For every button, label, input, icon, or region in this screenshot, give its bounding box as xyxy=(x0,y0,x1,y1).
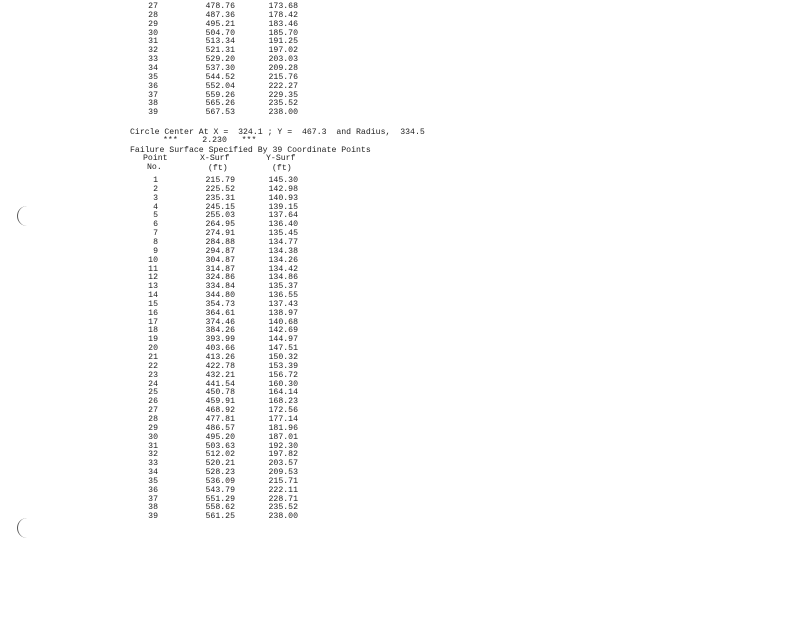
x-coordinate: 559.26 xyxy=(205,90,235,100)
x-coordinate: 495.21 xyxy=(205,19,235,29)
point-number: 37 xyxy=(148,494,158,504)
y-coordinate: 142.69 xyxy=(268,326,298,336)
y-coordinate: 156.72 xyxy=(268,370,298,380)
y-coordinate: 135.45 xyxy=(268,229,298,239)
point-number: 30 xyxy=(148,432,158,442)
x-coordinate: 552.04 xyxy=(205,81,235,91)
y-coordinate: 138.97 xyxy=(268,308,298,318)
point-number: 35 xyxy=(148,72,158,82)
x-coordinate: 364.61 xyxy=(205,308,235,318)
point-number: 31 xyxy=(148,37,158,47)
x-coordinate: 304.87 xyxy=(205,255,235,265)
y-coordinate: 134.86 xyxy=(268,273,298,283)
y-coordinate: 229.35 xyxy=(268,90,298,100)
point-number: 4 xyxy=(153,202,158,212)
point-number: 9 xyxy=(153,246,158,256)
x-coordinate: 529.20 xyxy=(205,55,235,65)
x-coordinate: 374.46 xyxy=(205,317,235,327)
x-coordinate: 274.91 xyxy=(205,229,235,239)
header-unit-y: (ft) xyxy=(272,164,292,173)
binder-hole-mark xyxy=(17,206,30,226)
y-coordinate: 238.00 xyxy=(268,108,298,118)
binder-hole-mark xyxy=(17,518,30,538)
x-coordinate: 567.53 xyxy=(205,108,235,118)
y-coordinate: 168.23 xyxy=(268,397,298,407)
point-number: 3 xyxy=(153,193,158,203)
x-coordinate: 528.23 xyxy=(205,468,235,478)
y-coordinate: 209.28 xyxy=(268,63,298,73)
x-coordinate: 520.21 xyxy=(205,459,235,469)
point-number: 37 xyxy=(148,90,158,100)
factor-of-safety-line: *** 2.230 *** xyxy=(163,136,257,145)
y-coordinate: 183.46 xyxy=(268,19,298,29)
point-number: 14 xyxy=(148,291,158,301)
x-coordinate: 344.80 xyxy=(205,291,235,301)
x-coordinate: 537.30 xyxy=(205,63,235,73)
x-coordinate: 324.86 xyxy=(205,273,235,283)
x-coordinate: 468.92 xyxy=(205,406,235,416)
y-coordinate: 215.71 xyxy=(268,476,298,486)
x-coordinate: 495.20 xyxy=(205,432,235,442)
x-coordinate: 354.73 xyxy=(205,299,235,309)
y-coordinate: 185.70 xyxy=(268,28,298,38)
point-number: 24 xyxy=(148,379,158,389)
point-number: 12 xyxy=(148,273,158,283)
point-number: 28 xyxy=(148,414,158,424)
point-number: 33 xyxy=(148,459,158,469)
x-coordinate: 413.26 xyxy=(205,353,235,362)
y-coordinate: 135.37 xyxy=(268,282,298,292)
y-coordinate: 160.30 xyxy=(268,379,298,389)
point-number: 26 xyxy=(148,397,158,407)
y-coordinate: 145.30 xyxy=(268,176,298,185)
y-coordinate: 136.55 xyxy=(268,291,298,301)
y-coordinate: 150.32 xyxy=(268,353,298,362)
x-coordinate: 403.66 xyxy=(205,344,235,354)
y-coordinate: 209.53 xyxy=(268,468,298,478)
point-number: 11 xyxy=(148,264,158,274)
y-coordinate: 164.14 xyxy=(268,388,298,398)
y-coordinate: 228.71 xyxy=(268,494,298,504)
point-number: 34 xyxy=(148,468,158,478)
y-coordinate: 142.98 xyxy=(268,184,298,194)
point-number: 33 xyxy=(148,55,158,65)
y-coordinate: 181.96 xyxy=(268,423,298,433)
point-number: 38 xyxy=(148,503,158,513)
point-number: 25 xyxy=(148,388,158,398)
point-number: 30 xyxy=(148,28,158,38)
x-coordinate: 512.02 xyxy=(205,450,235,460)
y-coordinate: 140.68 xyxy=(268,317,298,327)
point-number: 34 xyxy=(148,63,158,73)
y-coordinate: 235.52 xyxy=(268,99,298,109)
point-number: 15 xyxy=(148,299,158,309)
point-number: 20 xyxy=(148,344,158,354)
point-number: 28 xyxy=(148,10,158,20)
point-number: 17 xyxy=(148,317,158,327)
x-coordinate: 513.34 xyxy=(205,37,235,47)
point-number: 39 xyxy=(148,108,158,118)
y-coordinate: 139.15 xyxy=(268,202,298,212)
x-coordinate: 487.36 xyxy=(205,10,235,20)
x-coordinate: 544.52 xyxy=(205,72,235,82)
header-xsurf: X-Surf xyxy=(200,154,230,163)
point-number: 29 xyxy=(148,423,158,433)
header-point: Point xyxy=(143,154,168,163)
point-number: 35 xyxy=(148,476,158,486)
point-number: 8 xyxy=(153,237,158,247)
y-coordinate: 238.00 xyxy=(268,512,298,522)
x-coordinate: 422.78 xyxy=(205,361,235,371)
point-number: 31 xyxy=(148,441,158,451)
x-coordinate: 264.95 xyxy=(205,220,235,230)
point-number: 1 xyxy=(153,176,158,185)
y-coordinate: 192.30 xyxy=(268,441,298,451)
y-coordinate: 203.03 xyxy=(268,55,298,65)
x-coordinate: 543.79 xyxy=(205,485,235,495)
point-number: 19 xyxy=(148,335,158,345)
x-coordinate: 334.84 xyxy=(205,282,235,292)
header-ysurf: Y-Surf xyxy=(266,154,296,163)
y-coordinate: 144.97 xyxy=(268,335,298,345)
y-coordinate: 147.51 xyxy=(268,344,298,354)
y-coordinate: 134.42 xyxy=(268,264,298,274)
x-coordinate: 504.70 xyxy=(205,28,235,38)
circle-center-line: Circle Center At X = 324.1 ; Y = 467.3 and Radius, 334.5 xyxy=(130,128,425,137)
y-coordinate: 173.68 xyxy=(268,2,298,11)
x-coordinate: 215.79 xyxy=(205,176,235,185)
x-coordinate: 314.87 xyxy=(205,264,235,274)
x-coordinate: 558.62 xyxy=(205,503,235,513)
x-coordinate: 551.29 xyxy=(205,494,235,504)
header-unit-x: (ft) xyxy=(208,164,228,173)
y-coordinate: 140.93 xyxy=(268,193,298,203)
x-coordinate: 294.87 xyxy=(205,246,235,256)
point-number: 27 xyxy=(148,406,158,416)
point-number: 5 xyxy=(153,211,158,221)
y-coordinate: 222.27 xyxy=(268,81,298,91)
y-coordinate: 187.01 xyxy=(268,432,298,442)
x-coordinate: 561.25 xyxy=(205,512,235,522)
y-coordinate: 172.56 xyxy=(268,406,298,416)
x-coordinate: 503.63 xyxy=(205,441,235,451)
x-coordinate: 478.76 xyxy=(205,2,235,11)
y-coordinate: 178.42 xyxy=(268,10,298,20)
x-coordinate: 450.78 xyxy=(205,388,235,398)
x-coordinate: 255.03 xyxy=(205,211,235,221)
y-coordinate: 177.14 xyxy=(268,414,298,424)
y-coordinate: 136.40 xyxy=(268,220,298,230)
point-number: 38 xyxy=(148,99,158,109)
point-number: 16 xyxy=(148,308,158,318)
point-number: 32 xyxy=(148,46,158,56)
point-number: 10 xyxy=(148,255,158,265)
x-coordinate: 486.57 xyxy=(205,423,235,433)
y-coordinate: 153.39 xyxy=(268,361,298,371)
y-coordinate: 134.26 xyxy=(268,255,298,265)
point-number: 21 xyxy=(148,353,158,362)
y-coordinate: 197.02 xyxy=(268,46,298,56)
point-number: 23 xyxy=(148,370,158,380)
x-coordinate: 521.31 xyxy=(205,46,235,56)
x-coordinate: 432.21 xyxy=(205,370,235,380)
y-coordinate: 203.57 xyxy=(268,459,298,469)
point-number: 32 xyxy=(148,450,158,460)
point-number: 18 xyxy=(148,326,158,336)
y-coordinate: 137.43 xyxy=(268,299,298,309)
x-coordinate: 384.26 xyxy=(205,326,235,336)
point-number: 13 xyxy=(148,282,158,292)
x-coordinate: 459.91 xyxy=(205,397,235,407)
point-number: 29 xyxy=(148,19,158,29)
x-coordinate: 284.88 xyxy=(205,237,235,247)
y-coordinate: 137.64 xyxy=(268,211,298,221)
x-coordinate: 565.26 xyxy=(205,99,235,109)
point-number: 2 xyxy=(153,184,158,194)
y-coordinate: 134.38 xyxy=(268,246,298,256)
x-coordinate: 225.52 xyxy=(205,184,235,194)
y-coordinate: 134.77 xyxy=(268,237,298,247)
x-coordinate: 235.31 xyxy=(205,193,235,203)
point-number: 39 xyxy=(148,512,158,522)
failure-surface-title: Failure Surface Specified By 39 Coordinate Points xyxy=(130,146,371,155)
point-number: 36 xyxy=(148,81,158,91)
x-coordinate: 441.54 xyxy=(205,379,235,389)
y-coordinate: 235.52 xyxy=(268,503,298,513)
y-coordinate: 197.82 xyxy=(268,450,298,460)
point-number: 36 xyxy=(148,485,158,495)
y-coordinate: 222.11 xyxy=(268,485,298,495)
x-coordinate: 536.09 xyxy=(205,476,235,486)
point-number: 22 xyxy=(148,361,158,371)
point-number: 27 xyxy=(148,2,158,11)
y-coordinate: 191.25 xyxy=(268,37,298,47)
x-coordinate: 477.81 xyxy=(205,414,235,424)
point-number: 6 xyxy=(153,220,158,230)
x-coordinate: 245.15 xyxy=(205,202,235,212)
y-coordinate: 215.76 xyxy=(268,72,298,82)
x-coordinate: 393.99 xyxy=(205,335,235,345)
header-no: No. xyxy=(147,163,162,172)
point-number: 7 xyxy=(153,229,158,239)
